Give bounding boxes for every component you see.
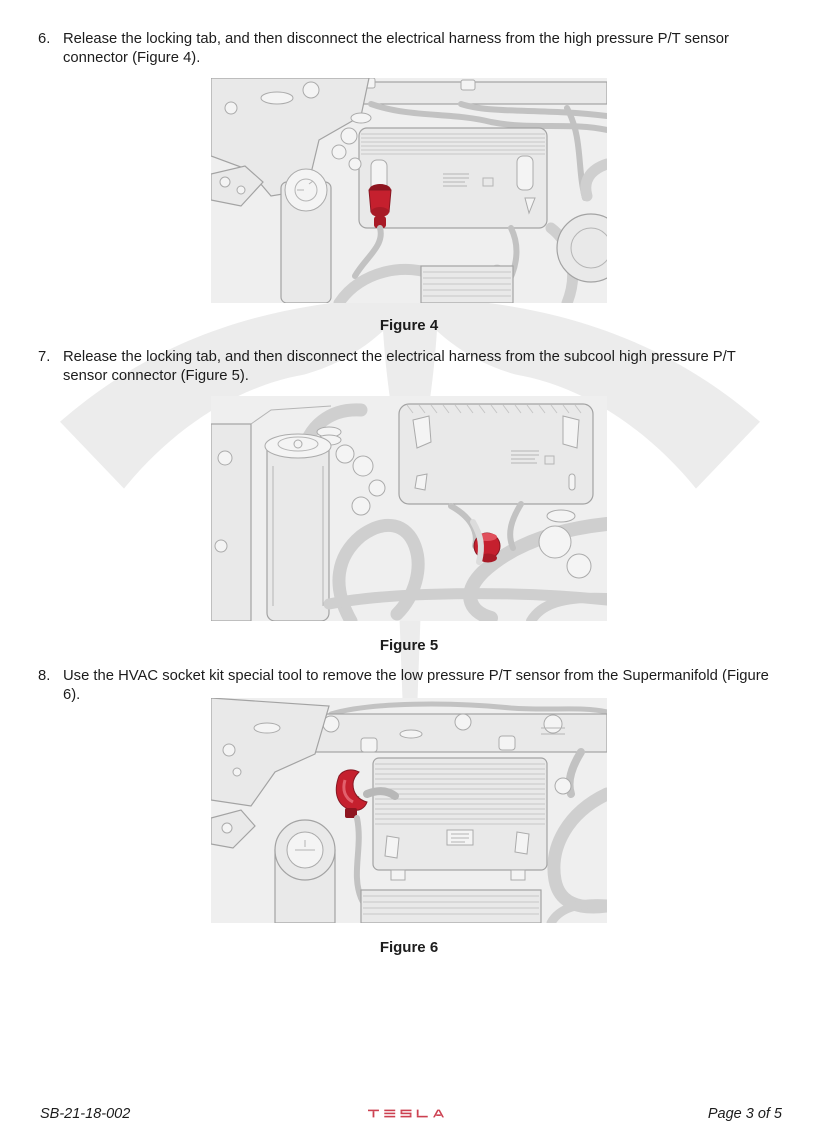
footer-page-indicator: Page 3 of 5 [707, 1106, 782, 1122]
figure-5-caption: Figure 5 [379, 637, 439, 654]
step-8-number: 8. [38, 668, 51, 684]
figure-4-caption: Figure 4 [379, 317, 439, 334]
step-7-number: 7. [38, 349, 51, 365]
figure-6-image [211, 698, 607, 923]
step-6 [38, 30, 774, 67]
figure-5-image [211, 396, 607, 621]
figure-6-caption: Figure 6 [379, 939, 439, 956]
step-7-text: Release the locking tab, and then disconnect the electrical harness from the subcool high pressure P/T sensor connector (Figure 5). [63, 349, 736, 384]
tesla-wordmark-logo [368, 1107, 444, 1120]
footer-doc-number: SB-21-18-002 [40, 1106, 131, 1122]
step-6-text: Release the locking tab, and then disconnect the electrical harness from the high pressure P/T sensor connector (Figure 4). [63, 31, 729, 66]
step-8-text: Use the HVAC socket kit special tool to remove the low pressure P/T sensor from the Supermanifold (Figure 6). [63, 668, 769, 703]
step-6-number: 6. [38, 31, 51, 47]
step-7 [38, 348, 774, 385]
figure-4-image [211, 78, 607, 303]
step-8 [38, 667, 774, 704]
